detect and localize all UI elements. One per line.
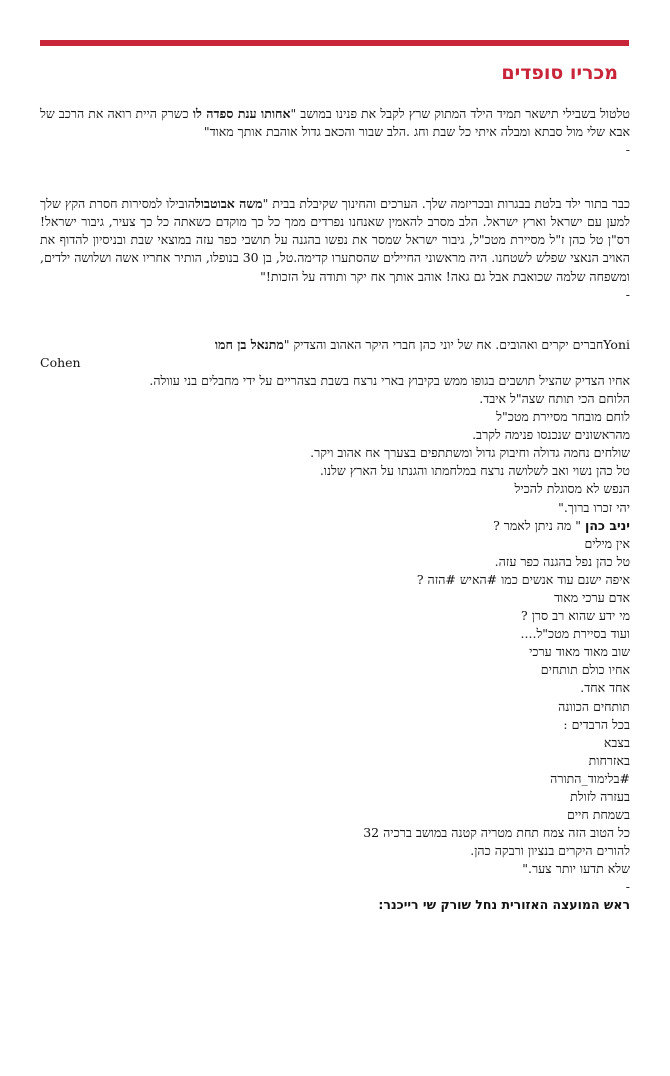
text-line: מהראשונים שנכנסו פנימה לקרב. (472, 427, 630, 443)
text-line: ועוד בסיירת מטכ"ל.... (520, 626, 630, 642)
text-line: להורים היקרים בנציון ורבקה כהן. (470, 843, 630, 859)
text-line: שוב מאוד מאוד ערכי (529, 644, 630, 660)
eulogy-matanel-header: Yoniחברים יקרים ואהובים. אח של יוני כהן חברי היקר האהוב והצדיק "מתנאל בן חמו (214, 336, 630, 352)
header-rule (40, 40, 629, 46)
text-line: איפה ישנם עוד אנשים כמו #האיש #הזה ? (416, 571, 630, 587)
name-english: Cohen (40, 354, 81, 370)
text-line: אחיו כולם תותחים (540, 662, 630, 678)
page-title: מכריו סופדים (501, 62, 618, 84)
text-line: הלוחם הכי תותח שצה"ל איבד. (479, 390, 630, 406)
separator-dash: - (625, 286, 630, 302)
text-line: באזרחות (588, 752, 630, 768)
separator-dash: - (625, 142, 630, 158)
text-line: #בלימוד_התורה (550, 770, 630, 786)
council-head-heading: ראש המועצה האזורית נחל שורק שי רייכנר: (378, 897, 630, 913)
eulogy-moshe: כבר בתור ילד בלטת בבגרות ובכריזמה שלך. הערכים והחינוך שקיבלת בבית "משה אבוטבולהובילו למסירות חסרת הקץ שלך למען עם ישראל וארץ ישראל. הלב מסרב להאמין שאנחנו נפרדים ממך כל כך מוקדם כשאתה כל כך צעיר, גיבור ישראל! רס"ן טל כהן ז"ל מסיירת מטכ"ל, גיבור ישראל שמסר את נפשו בהגנה על תושבי כפר עזה במוצאי שבת ובניסיון להדוף את האויב הנאצי שפלש לשטחנו. היה מראשוני החיילים שהסתערו קדימה.טל, בן 30 בנופלו, הותיר אחריו אשה ושלושה ילדים, ומשפחה שלמה שכואבת אבל גם גאה! אוהב אותך אח יקר ותודה על הזכות!" (40, 196, 631, 284)
text-line: טל כהן נשוי ואב לשלושה נרצח במלחמתו והגנתו על הארץ שלנו. (319, 463, 630, 479)
text-line: אחד אחד. (580, 680, 630, 696)
eulogy-matanel-text: אחיו הצדיק שהציל תושבים בגופו ממש בקיבוץ בארי נרצח בשבת בצהריים על ידי מחבלים בני עוולה. (149, 372, 630, 388)
eulogy-anat: טלטול בשבילי תישאר תמיד הילד המתוק שרץ לקבל את פנינו במושב "אחותו ענת ספדה לו כשרק היית רואה את הרכב של אבא שלי מול סבתא ומבלה איתי כל שבת וחג .הלב שבור והכאב גדול אוהבת אותך מאוד" (40, 106, 630, 140)
text-line: אין מילים (584, 535, 630, 551)
text-line: שולחים נחמה גדולה וחיבוק גדול ומשתתפים בצערך אח אהוב ויקר. (310, 445, 630, 461)
text-line: טל כהן נפל בהגנה כפר עזה. (494, 553, 630, 569)
eulogy-yaniv-header: יניב כהן " מה ניתן לאמר ? (493, 517, 630, 533)
article-body (40, 105, 630, 915)
text-line: הנפש לא מסוגלת להכיל (514, 481, 630, 497)
text-line: בכל הרבדים : (563, 716, 630, 732)
document-page (40, 0, 630, 1076)
text-line: בעזרה לזולת (570, 789, 630, 804)
text-line: תותחים הכוונה (558, 698, 630, 714)
text-line: בצבא (603, 734, 630, 750)
text-line: כל הטוב הזה צמח תחת מטריה קטנה במושב ברכיה 32 (363, 825, 630, 841)
text-line: בשמחת חיים (566, 807, 630, 823)
text-line: לוחם מובחר מסיירת מטכ"ל (496, 409, 630, 425)
separator-dash: - (625, 879, 630, 895)
text-line: שלא תדעו יותר צער." (522, 861, 630, 877)
text-line: מי ידע שהוא רב סרן ? (521, 608, 630, 624)
text-line: אדם ערכי מאוד (554, 589, 630, 605)
text-line: יהי זכרו ברוך." (558, 499, 630, 515)
